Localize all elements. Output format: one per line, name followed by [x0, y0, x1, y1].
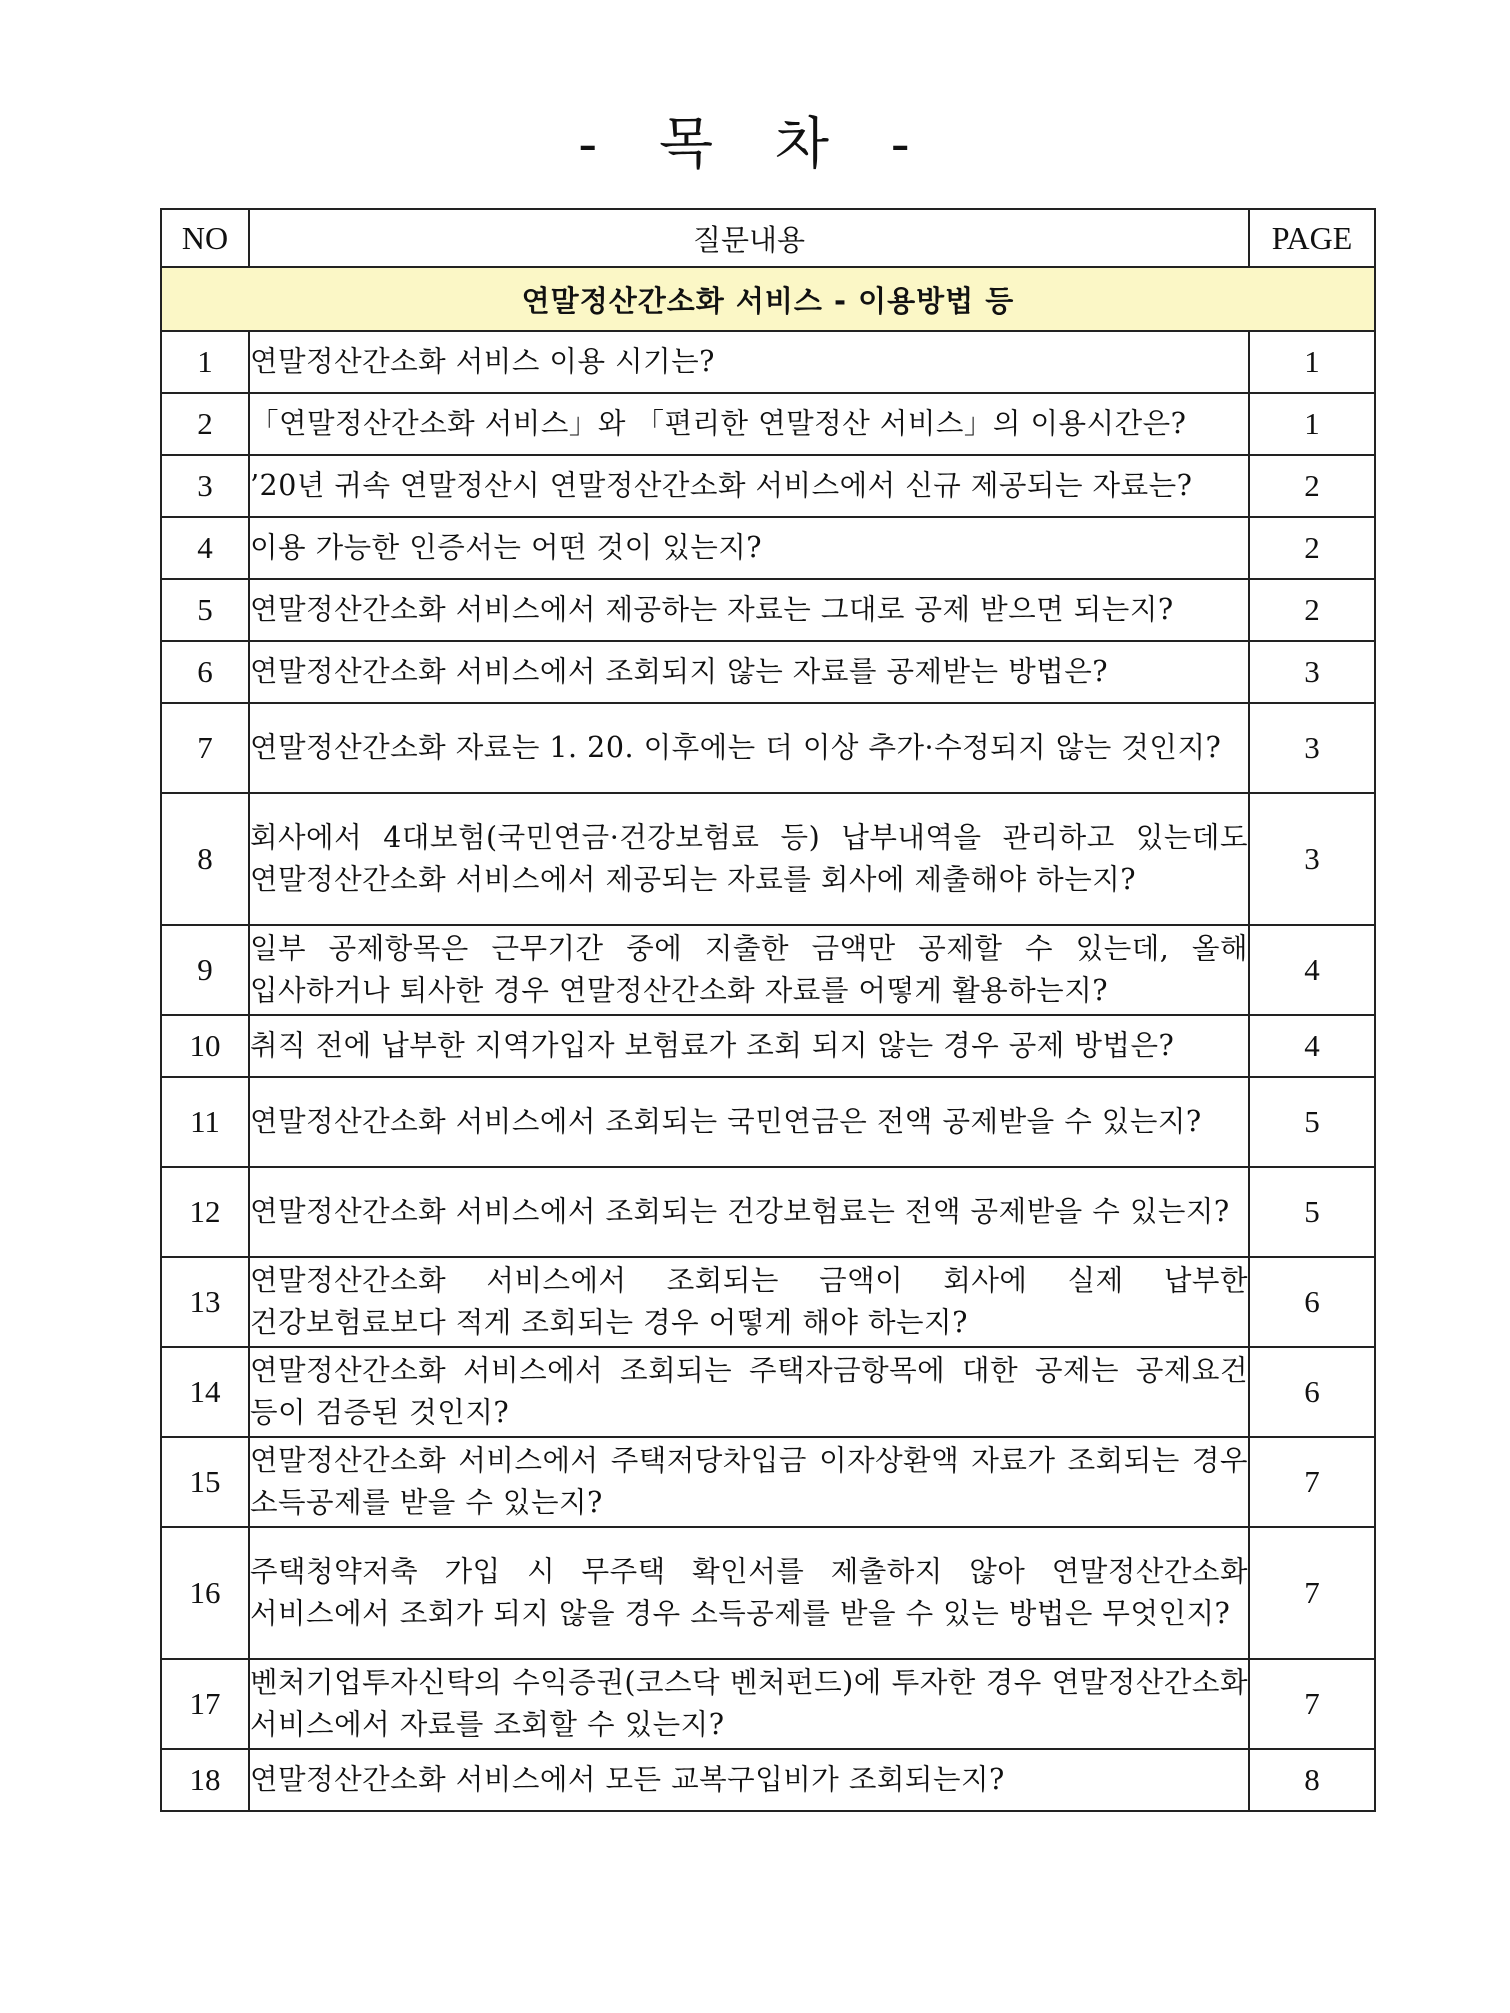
table-row [161, 331, 1375, 393]
row-number: 13 [161, 1257, 249, 1347]
row-number: 15 [161, 1437, 249, 1527]
page-title: - 목 차 - [578, 112, 932, 177]
row-question: 연말정산간소화 서비스에서 제공하는 자료는 그대로 공제 받으면 되는지? [249, 579, 1249, 641]
table-row [161, 517, 1375, 579]
row-number: 11 [161, 1077, 249, 1167]
row-question: 취직 전에 납부한 지역가입자 보험료가 조회 되지 않는 경우 공제 방법은? [249, 1015, 1249, 1077]
row-question: 일부 공제항목은 근무기간 중에 지출한 금액만 공제할 수 있는데, 올해 입사하거나 퇴사한 경우 연말정산간소화 자료를 어떻게 활용하는지? [249, 925, 1249, 1015]
table-row [161, 641, 1375, 703]
row-page: 8 [1249, 1749, 1375, 1811]
section-row [161, 267, 1375, 331]
row-number: 16 [161, 1527, 249, 1659]
row-question: 연말정산간소화 서비스에서 조회되는 금액이 회사에 실제 납부한 건강보험료보다 적게 조회되는 경우 어떻게 해야 하는지? [249, 1257, 1249, 1347]
table-row [161, 579, 1375, 641]
row-page: 1 [1249, 393, 1375, 455]
table-row [161, 703, 1375, 793]
row-number: 18 [161, 1749, 249, 1811]
row-page: 1 [1249, 331, 1375, 393]
row-page: 5 [1249, 1167, 1375, 1257]
row-page: 4 [1249, 925, 1375, 1015]
row-question: 연말정산간소화 서비스에서 조회되는 건강보험료는 전액 공제받을 수 있는지? [249, 1167, 1249, 1257]
table-header-row [161, 209, 1375, 267]
table-row [161, 1527, 1375, 1659]
header-page: PAGE [1249, 209, 1375, 267]
row-number: 5 [161, 579, 249, 641]
table-row [161, 1257, 1375, 1347]
row-question: 연말정산간소화 서비스에서 조회되지 않는 자료를 공제받는 방법은? [249, 641, 1249, 703]
row-number: 4 [161, 517, 249, 579]
table-row [161, 1077, 1375, 1167]
table-row [161, 1167, 1375, 1257]
row-page: 3 [1249, 641, 1375, 703]
row-question: 「연말정산간소화 서비스」와 「편리한 연말정산 서비스」의 이용시간은? [249, 393, 1249, 455]
row-question: 이용 가능한 인증서는 어떤 것이 있는지? [249, 517, 1249, 579]
row-number: 9 [161, 925, 249, 1015]
row-page: 2 [1249, 579, 1375, 641]
row-page: 6 [1249, 1257, 1375, 1347]
row-page: 5 [1249, 1077, 1375, 1167]
header-question: 질문내용 [249, 209, 1249, 267]
row-question: 연말정산간소화 서비스에서 조회되는 국민연금은 전액 공제받을 수 있는지? [249, 1077, 1249, 1167]
row-page: 2 [1249, 455, 1375, 517]
row-number: 17 [161, 1659, 249, 1749]
header-no: NO [161, 209, 249, 267]
row-page: 7 [1249, 1527, 1375, 1659]
table-row [161, 1015, 1375, 1077]
table-row [161, 1347, 1375, 1437]
table-row [161, 793, 1375, 925]
row-question: 연말정산간소화 서비스에서 조회되는 주택자금항목에 대한 공제는 공제요건 등이 검증된 것인지? [249, 1347, 1249, 1437]
table-row [161, 393, 1375, 455]
row-page: 3 [1249, 703, 1375, 793]
row-page: 7 [1249, 1437, 1375, 1527]
row-number: 10 [161, 1015, 249, 1077]
toc-table [160, 208, 1376, 1812]
row-question: 주택청약저축 가입 시 무주택 확인서를 제출하지 않아 연말정산간소화 서비스에서 조회가 되지 않을 경우 소득공제를 받을 수 있는 방법은 무엇인지? [249, 1527, 1249, 1659]
table-row [161, 1749, 1375, 1811]
row-question: 연말정산간소화 서비스에서 주택저당차입금 이자상환액 자료가 조회되는 경우 소득공제를 받을 수 있는지? [249, 1437, 1249, 1527]
table-row [161, 455, 1375, 517]
row-number: 2 [161, 393, 249, 455]
row-number: 8 [161, 793, 249, 925]
row-page: 2 [1249, 517, 1375, 579]
row-question: 연말정산간소화 서비스에서 모든 교복구입비가 조회되는지? [249, 1749, 1249, 1811]
section-title: 연말정산간소화 서비스 - 이용방법 등 [161, 267, 1375, 331]
row-question: 벤처기업투자신탁의 수익증권(코스닥 벤처펀드)에 투자한 경우 연말정산간소화 서비스에서 자료를 조회할 수 있는지? [249, 1659, 1249, 1749]
row-question: 회사에서 4대보험(국민연금·건강보험료 등) 납부내역을 관리하고 있는데도 연말정산간소화 서비스에서 제공되는 자료를 회사에 제출해야 하는지? [249, 793, 1249, 925]
table-row [161, 1659, 1375, 1749]
row-page: 4 [1249, 1015, 1375, 1077]
row-question: 연말정산간소화 자료는 1. 20. 이후에는 더 이상 추가·수정되지 않는 것인지? [249, 703, 1249, 793]
row-page: 6 [1249, 1347, 1375, 1437]
row-page: 3 [1249, 793, 1375, 925]
table-row [161, 925, 1375, 1015]
row-question: ’20년 귀속 연말정산시 연말정산간소화 서비스에서 신규 제공되는 자료는? [249, 455, 1249, 517]
row-question: 연말정산간소화 서비스 이용 시기는? [249, 331, 1249, 393]
row-page: 7 [1249, 1659, 1375, 1749]
row-number: 1 [161, 331, 249, 393]
row-number: 6 [161, 641, 249, 703]
table-row [161, 1437, 1375, 1527]
row-number: 7 [161, 703, 249, 793]
row-number: 12 [161, 1167, 249, 1257]
row-number: 14 [161, 1347, 249, 1437]
row-number: 3 [161, 455, 249, 517]
